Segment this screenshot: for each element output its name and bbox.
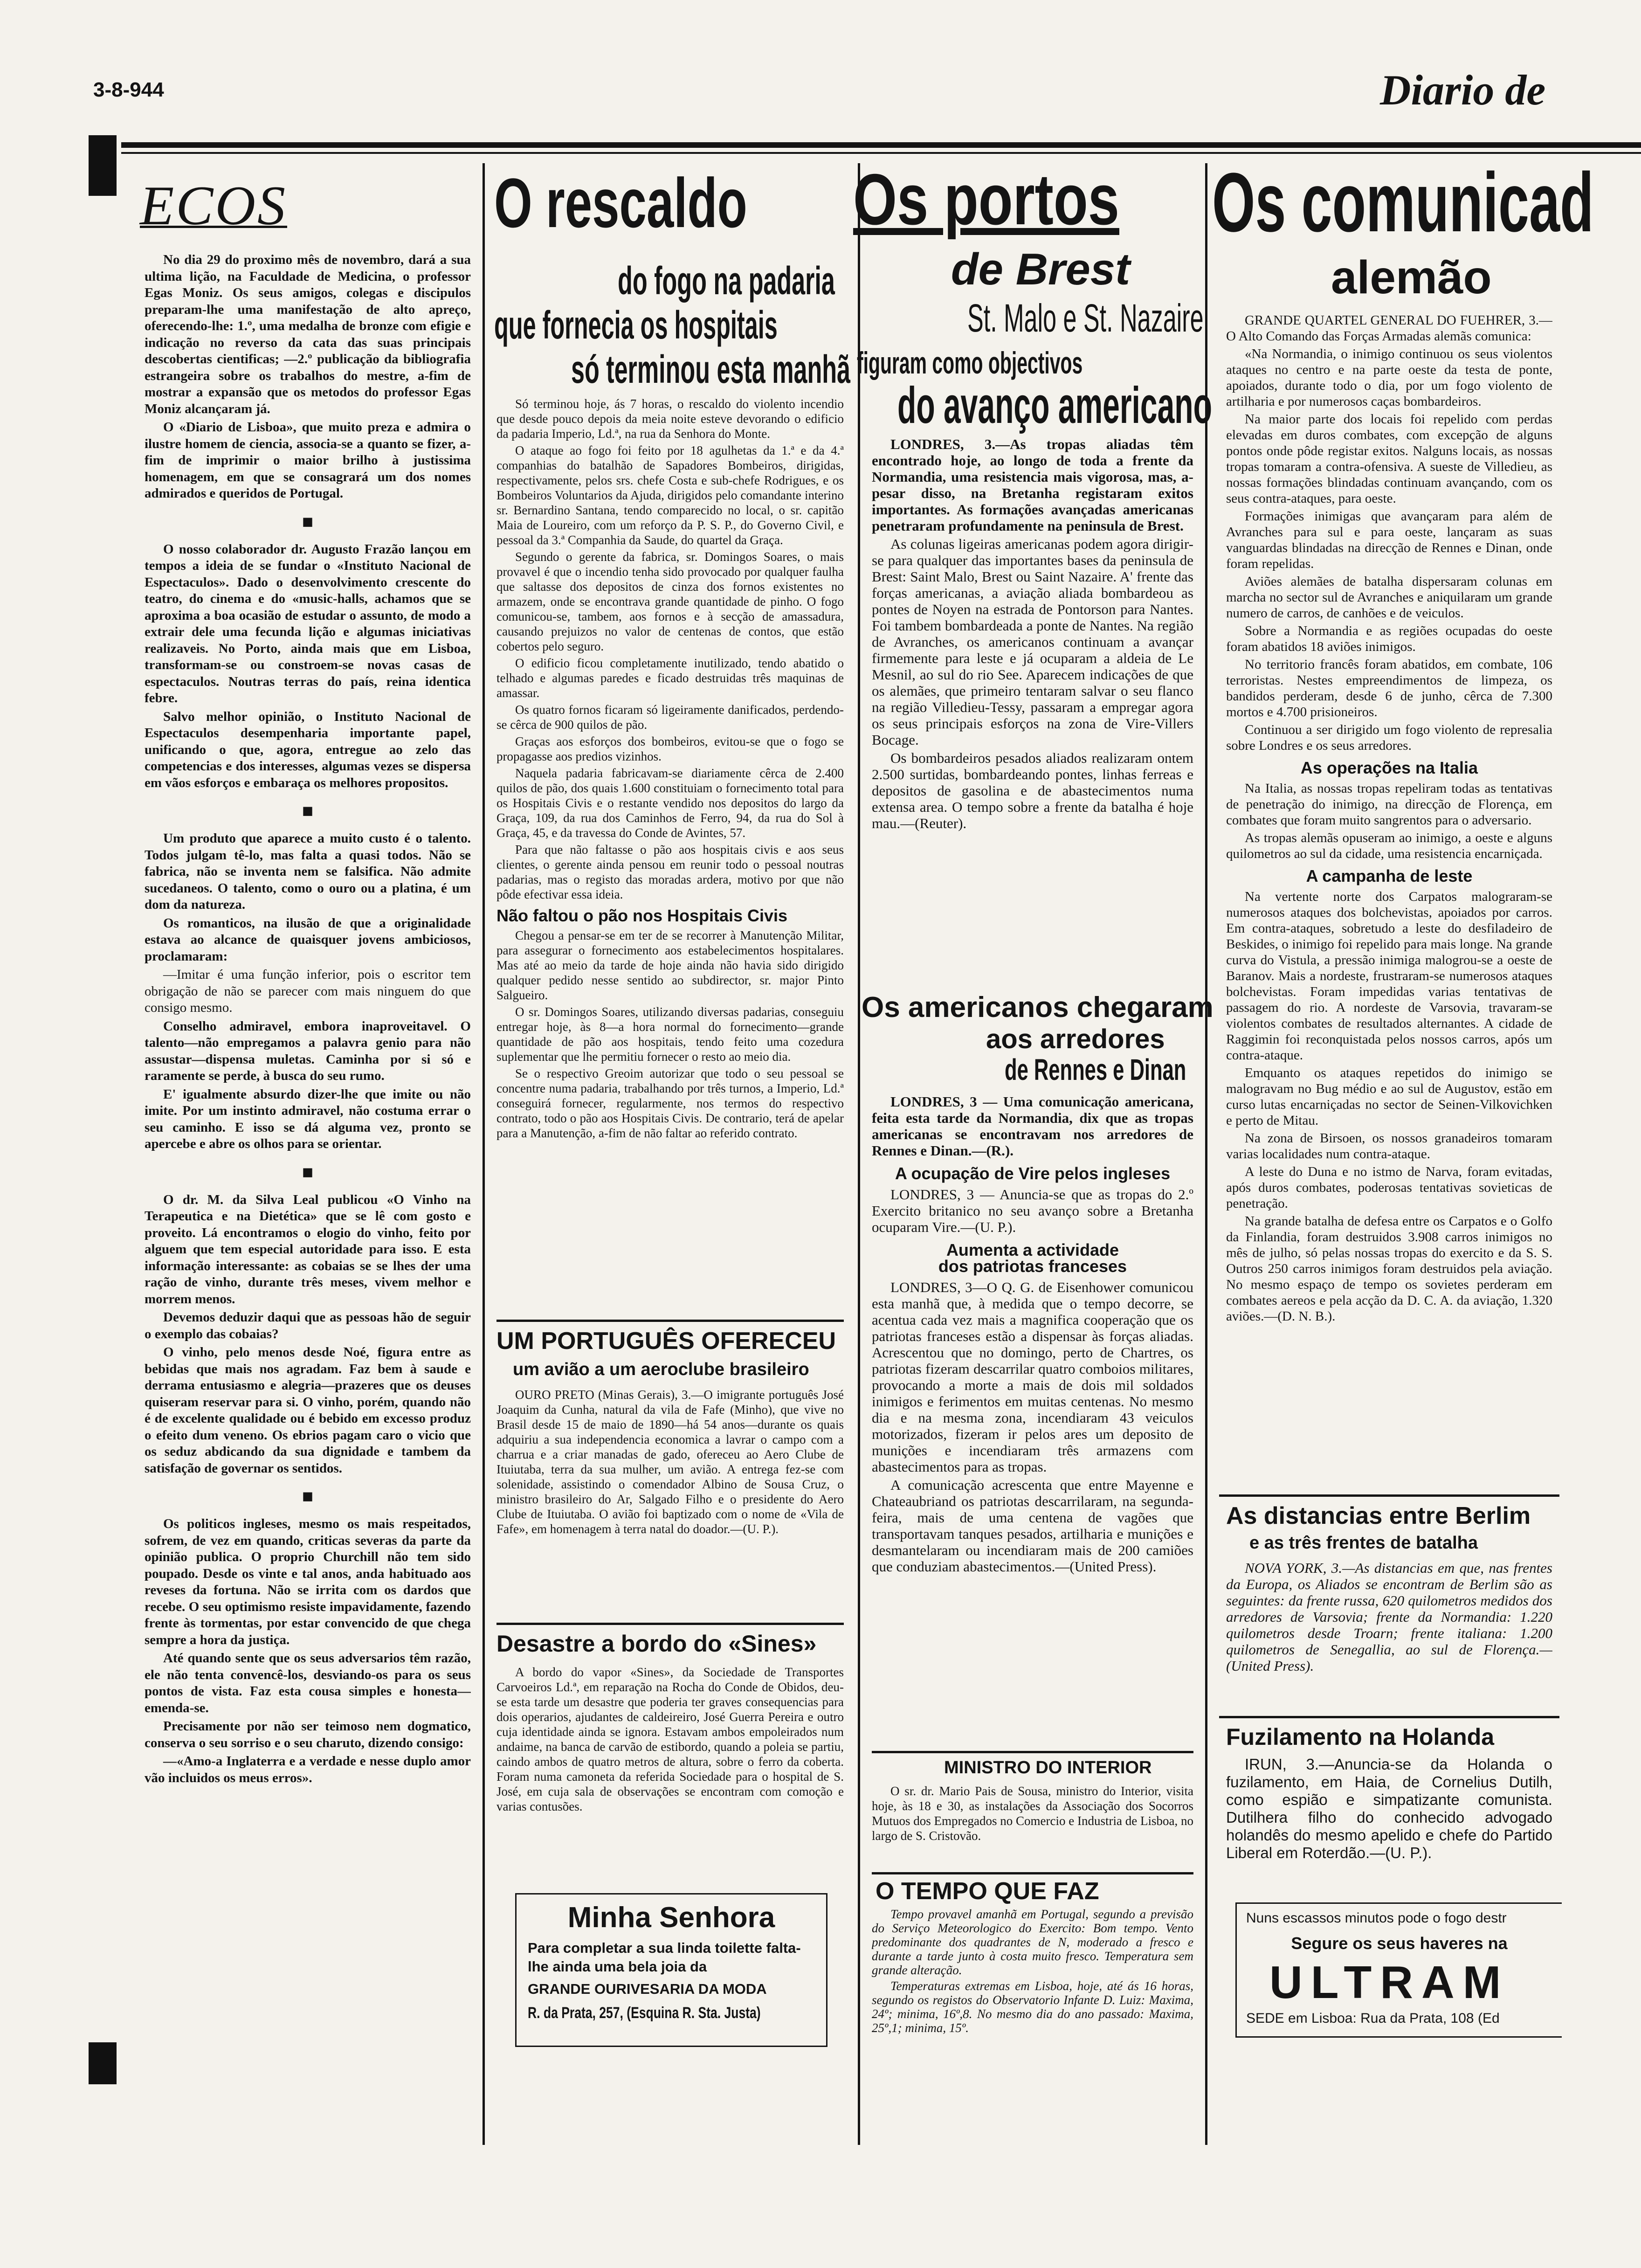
section-rule xyxy=(496,1320,844,1322)
rescaldo-deck-3: só terminou esta manhã xyxy=(571,347,851,391)
portos-paragraph: LONDRES, 3 — Anuncia-se que as tropas do 2.º Exercito britanico no seu avanço sobre a Bretanha ocuparam Vire.—(U. P.). xyxy=(872,1186,1193,1235)
ecos-paragraph: Um produto que aparece a muito custo é o talento. Todos julgam tê-lo, mas falta a quasi todos. Não se fabrica, não se inventa nem se falsifica. Não admite sucedaneos. O talento, como o ouro ou a platina, é um dom da natureza. xyxy=(145,831,471,912)
comunicado-paragraph: A leste do Duna e no istmo de Narva, foram evitadas, após duros combates, poderosas tentativas sovieticas de penetração. xyxy=(1226,1164,1552,1211)
americanos-deck-1: aos arredores xyxy=(986,1024,1165,1054)
section-rule xyxy=(872,1872,1193,1874)
rescaldo-paragraph: Chegou a pensar-se em ter de se recorrer à Manutenção Militar, para assegurar o fornecimento aos estabelecimentos hospitalares. Mas até ao meio da tarde de hoje ainda não havia sido dirigido qualquer pedido nesse sentido ao subdirector, sr. major Pinto Salgueiro. xyxy=(496,928,844,1002)
ecos-title: ECOS xyxy=(140,174,287,236)
comunicado-paragraph: Continuou a ser dirigido um fogo violento de represalia sobre Londres e os seus arredores. xyxy=(1226,722,1552,753)
tempo-paragraph: Temperaturas extremas em Lisboa, hoje, até ás 16 horas, segundo os registos do Observatorio Infante D. Luiz: Maxima, 24º; minima, 16º,8. No mesmo dia do ano passado: Maxima, 25º,1; minima, 15º. xyxy=(872,1979,1193,2035)
portos-headline: Os portos xyxy=(853,159,1119,240)
section-separator: ■ xyxy=(302,511,314,532)
margin-marker-top xyxy=(89,135,117,196)
section-separator: ■ xyxy=(302,800,314,821)
portugues-paragraph: OURO PRETO (Minas Gerais), 3.—O imigrante português José Joaquim da Cunha, natural da vila de Fafe (Minho), que vive no Brasil desde 15 de maio de 1890—há 54 anos—durante os quais adquiriu a sua independencia economica a lavrar o campo com a charrua e a criar manadas de gado, ofereceu ao Aero Clube de Ituiutaba, terra da sua mulher, um avião. A entrega fez-se com solenidade, assistindo o comendador Albino de Sousa Cruz, o ministro brasileiro do Ar, Salgado Filho e o presidente do Aero Clube de Ituiutaba. O avião foi baptizado com o nome de «Vila de Fafe», em homenagem à terra natal do doador.—(U. P.). xyxy=(496,1388,844,1536)
comunicado-paragraph: As tropas alemãs opuseram ao inimigo, a oeste e alguns quilometros ao sul da cidade, uma resistencia encarniçada. xyxy=(1226,830,1552,861)
portos-deck-3: figuram como objectivos xyxy=(857,346,1083,380)
rescaldo-paragraph: Para que não faltasse o pão aos hospitais civis e aos seus clientes, o gerente ainda pensou em reunir todo o pessoal noutras padarias, mas o registo das moradas ardera, motivo por que não pôde efectivar essa ideia. xyxy=(496,843,844,901)
section-separator: ■ xyxy=(302,1161,314,1182)
ad-line: Nuns escassos minutos pode o fogo destr xyxy=(1246,1910,1507,1926)
rescaldo-paragraph: Segundo o gerente da fabrica, sr. Domingos Soares, o mais provavel é que o incendio tenha sido provocado por qualquer faulha que saltasse dos depositos de cinza dos fornos existentes no armazem, onde se encontrava grande quantidade de pinho. O fogo comunicou-se, tambem, aos fornos e à secção de amassadura, causando prejuizos no valor de centenas de contos, que estão cobertos pelo seguro. xyxy=(496,550,844,653)
ecos-paragraph: Salvo melhor opinião, o Instituto Nacional de Espectaculos desempenharia importante papel, unificando o que, agora, entregue ao zelo das competencias e dos interesses, algumas vezes se dispersa em vãos esforços e embaraça os melhores propositos. xyxy=(145,709,471,790)
ad-title: Minha Senhora xyxy=(567,1902,775,1934)
margin-marker-bottom xyxy=(89,2042,117,2084)
portos-paragraph: As colunas ligeiras americanas podem agora dirigir-se para qualquer das importantes bases da peninsula de Brest: Saint Malo, Brest ou Saint Nazaire. A' frente das forças americanas, a aviação aliada bombardeou as pontes de Noyen na estrada de Pontorson para Nantes. Foi tambem bombardeada a ponte de Nantes. Na região de Avranches, os americanos continuam a avançar firmemente para leste e já ocuparam a aldeia de Le Mesnil, ao sul do rio See. Aparecem indicações de que os alemães, que primeiro tentaram salvar o seu flanco na região Villedieu-Tessy, passaram a empregar agora os seus principais esforços na zona de Vire-Villers Bocage. xyxy=(872,536,1193,748)
advertisement-jewelry xyxy=(515,1893,827,2047)
portos-paragraph: LONDRES, 3—O Q. G. de Eisenhower comunicou esta manhã que, à medida que o tempo decorre, se acentua cada vez mais a magnifica cooperação que os patriotas franceses estão a dispensar às forças aliadas. Acrescentou que no domingo, perto de Chartres, os patriotas fizeram descarrilar quatro comboios militares, provocando a morte a mais de dois mil soldados inimigos e ferimentos em muitas centenas. No mesmo dia e na mesma zona, incendiaram 43 veiculos motorizados, fizeram ir pelos ares um deposito de munições e incendiaram três armazens com abastecimentos para as tropas. xyxy=(872,1279,1193,1475)
comunicado-paragraph: Formações inimigas que avançaram para além de Avranches para sul e para oeste, lançaram as suas vanguardas blindadas na direcção de Rennes e Dinan, onde foram repelidas. xyxy=(1226,509,1552,571)
ecos-paragraph: —Imitar é uma função inferior, pois o escritor tem obrigação de não se parecer com mais ninguem do que consigo mesmo. xyxy=(145,967,471,1015)
ecos-paragraph: E' igualmente absurdo dizer-lhe que imite ou não imite. Por um instinto admiravel, não costuma errar o seu caminho. E isso se dá alguma vez, pronto se apercebe e abre os olhos para se orientar. xyxy=(145,1086,471,1151)
rescaldo-paragraph: O sr. Domingos Soares, utilizando diversas padarias, conseguiu entregar hoje, às 8—a hora normal do fornecimento—grande quantidade de pão aos hospitais, tendo feito uma cozedura suplementar que lhe permitiu fornecer o resto ao meio dia. xyxy=(496,1005,844,1064)
page-date: 3-8-944 xyxy=(93,78,164,101)
comunicado-paragraph: «Na Normandia, o inimigo continuou os seus violentos ataques no centro e na parte oeste da testa de ponte, apoiados, durante todo o dia, por um fogo violento de artilharia e por numerosos caças bombardeiros. xyxy=(1226,346,1552,409)
portugues-deck: um avião a um aeroclube brasileiro xyxy=(513,1360,809,1379)
rescaldo-subhead: Não faltou o pão nos Hospitais Civis xyxy=(496,906,788,925)
ecos-paragraph: O dr. M. da Silva Leal publicou «O Vinho na Terapeutica e na Dietética» que se lê com gosto e proveito. Lá encontramos o elogio do vinho, feito por alguem que tem especial autoridade para isso. E esta informação interessante: as cobaias se se lhes der uma ração de vinho, durante três meses, vivem melhor e morrem menos. xyxy=(145,1192,471,1307)
comunicado-column xyxy=(1226,312,1552,1499)
ecos-paragraph: —«Amo-a Inglaterra e a verdade e nesse duplo amor vão incluidos os meus erros». xyxy=(145,1754,471,1785)
portos-column xyxy=(872,436,1193,977)
americanos-deck-2: de Rennes e Dinan xyxy=(1005,1053,1186,1086)
sines-paragraph: A bordo do vapor «Sines», da Sociedade de Transportes Carvoeiros Ld.ª, em reparação na Rocha do Conde de Obidos, deu-se esta tarde um desastre que poderia ter graves consequencias para dois operarios, ajudantes de caldeireiro, José Guerra Pereira e outro cuja identidade ainda se ignora. Estavam ambos empoleirados num andaime, na banca de carvão de estibordo, quando a poleia se partiu, caindo ambos de quatro metros de altura, sobre o ferro da coberta. Foram numa camoneta da referida Sociedade para o hospital de S. José, em cuja sala de observações se encontram com comoção e varias contusões. xyxy=(496,1665,844,1813)
section-rule xyxy=(1219,1494,1559,1497)
tempo-headline: O TEMPO QUE FAZ xyxy=(876,1878,1099,1905)
fuzilamento-paragraph: IRUN, 3.—Anuncia-se da Holanda o fuzilamento, em Haia, de Cornelius Dutilh, como espião e simpatizante comunista. Dutilhera filho do conhecido advogado holandês do mesmo apelido e chefe do Partido Liberal em Roterdão.—(U. P.). xyxy=(1226,1756,1552,1861)
ecos-paragraph: Os romanticos, na ilusão de que a originalidade estava ao alcance de quaisquer jovens ambiciosos, proclamaram: xyxy=(145,915,471,964)
top-rule-thick xyxy=(121,142,1641,148)
comunicado-paragraph: Na maior parte dos locais foi repelido com perdas elevadas em duros combates, com excepção de alguns pontos onde pôde registar exitos. Nalguns locais, as nossas tropas tomaram a contra-ofensiva. A sueste de Villedieu, as nossas formações blindadas continuam avançando, com os seus contra-ataques, para oeste. xyxy=(1226,412,1552,506)
comunicado-subhead: A campanha de leste xyxy=(1306,866,1473,885)
advertisement-insurance xyxy=(1235,1902,1562,2038)
comunicado-subhead: As operações na Italia xyxy=(1300,758,1478,777)
rescaldo-paragraph: Só terminou hoje, ás 7 horas, o rescaldo do violento incendio que desde pouco depois da meia noite esteve devorando o edificio da padaria Imperio, Ld.ª, na rua da Senhora do Monte. xyxy=(496,397,844,441)
rescaldo-paragraph: O ataque ao fogo foi feito por 18 agulhetas da 1.ª e da 4.ª companhias do batalhão de Sapadores Bombeiros, dirigidas, respectivamente, pelos srs. chefe Costa e sub-chefe Rodrigues, e os Bombeiros Voluntarios da Ajuda, dirigidos pelo comandante interino sr. Bernardino Santana, tendo comparecido no local, o sr. capitão Maia de Loureiro, com um reforço da P. S. P., do Governo Civil, e pessoal da 3.ª Companhia da Saude, do quartel da Graça. xyxy=(496,443,844,547)
ecos-paragraph: Conselho admiravel, embora inaproveitavel. O talento—não empregamos a palavra genio para não assustar—dispensa muletas. Caminha por si só e raramente se perde, à busca do seu rumo. xyxy=(145,1018,471,1083)
section-separator: ■ xyxy=(302,1486,314,1507)
portos-paragraph: LONDRES, 3.—As tropas aliadas têm encontrado hoje, ao longo de toda a frente da Normandia, uma resistencia mais vigorosa, mas, a-pesar disso, na Bretanha registaram exitos importantes. As formações avançadas americanas penetraram profundamente na peninsula de Brest. xyxy=(872,436,1193,534)
ecos-paragraph: No dia 29 do proximo mês de novembro, dará a sua ultima lição, na Faculdade de Medicina, o professor Egas Moniz. Os seus amigos, colegas e discipulos preparam-lhe uma manifestação de alto apreço, oferecendo-lhe: 1.º, uma medalha de bronze com efigie e indicação no reverso da cata das suas principais descobertas cientificas; —2.º publicação da bibliografia estrangeira sobre os trabalhos do mestre, a-fim de mostrar a expansão que os metodos do professor Egas Moniz alcançaram já. xyxy=(145,252,471,416)
rescaldo-headline: O rescaldo xyxy=(494,164,747,242)
sines-headline: Desastre a bordo do «Sines» xyxy=(496,1631,817,1657)
ecos-paragraph: O «Diario de Lisboa», que muito preza e admira o ilustre homem de ciencia, associa-se a quanto se fizer, a-fim de imprimir o maior brilho à justissima homenagem, em que se consagrará um dos nomes admirados e queridos de Portugal. xyxy=(145,420,471,501)
comunicado-paragraph: Na Italia, as nossas tropas repeliram todas as tentativas de penetração do inimigo, na direcção de Florença, em combates que foram muito sangrentos para o adversario. xyxy=(1226,781,1552,828)
section-rule xyxy=(1219,1716,1559,1718)
tempo-paragraph: Tempo provavel amanhã em Portugal, segundo a previsão do Serviço Meteorologico do Exercito: Bom tempo. Vento predominante dos quadrantes de N, moderado a fresco e durante a tarde junto à costa muito fresco. Temperatura sem grande alteração. xyxy=(872,1907,1193,1977)
rescaldo-paragraph: Naquela padaria fabricavam-se diariamente cêrca de 2.400 quilos de pão, dos quais 1.600 constituiam o fornecimento total para os Hospitais Civis e o restante vendido nos depositos do largo da Graça, 109, da rua dos Caminhos de Ferro, 94, da rua do Sol à Graça, 45, e da travessa do Conde de Avintes, 57. xyxy=(496,766,844,840)
ad-address: SEDE em Lisboa: Rua da Prata, 108 (Ed xyxy=(1246,2011,1500,2026)
rescaldo-paragraph: O edificio ficou completamente inutilizado, tendo abatido o telhado e algumas paredes e ficado destruidas três maquinas de amassar. xyxy=(496,656,844,700)
ad-line: Para completar a sua linda toilette falta-lhe ainda uma bela joia da xyxy=(528,1940,801,1975)
portos-deck-4: do avanço americano xyxy=(897,377,1212,434)
portos-deck-1: de Brest xyxy=(951,244,1131,294)
comunicado-paragraph: Emquanto os ataques repetidos do inimigo se malogravam no Bug médio e ao sul de Augustov, estão em curso lutas encarniçadas no sector de Seinen-Vilkovichken e perto de Mitau. xyxy=(1226,1065,1552,1128)
column-rule-3 xyxy=(1205,163,1207,2145)
comunicado-deck: alemão xyxy=(1331,251,1492,304)
rescaldo-paragraph: Os quatro fornos ficaram só ligeiramente danificados, perdendo-se cêrca de 900 quilos de pão. xyxy=(496,703,844,732)
rescaldo-paragraph: Se o respectivo Greoim autorizar que todo o seu pessoal se concentre numa padaria, trabalhando por três turnos, a Imperio, Ld.ª conseguirá fornecer, regularmente, nos termos do respectivo contrato, todo o pão aos Hospitais Civis. De contrario, terá de apelar para a Manutenção, a-fim de não faltar ao referido contrato. xyxy=(496,1066,844,1140)
comunicado-paragraph: Na grande batalha de defesa entre os Carpatos e o Golfo da Finlandia, foram destruidos 3.908 carros inimigos no mês de julho, só pelas nossas tropas do exercito e da S. S. Outros 250 carros inimigos foram destruidos pela aviação. No mesmo espaço de tempo os sovietes perderam em combates aereos e pela acção da D. C. A. da aviação, 1.320 aviões.—(D. N. B.). xyxy=(1226,1214,1552,1324)
ecos-paragraph: O nosso colaborador dr. Augusto Frazão lançou em tempos a ideia de se fundar o «Instituto Nacional de Espectaculos». Dado o desenvolvimento crescente do teatro, do cinema e do «music-halls, achamos que se aproxima a boa ocasião de estudar o assunto, de modo a extrair dele uma fecunda lição e algumas iniciativas realizaveis. No Porto, ainda mais que em Lisboa, transformam-se ou constroem-se novas casas de espectaculos. Noutras terras do país, reina identica febre. xyxy=(145,541,471,705)
rescaldo-deck-2: que fornecia os hospitais xyxy=(494,303,778,347)
comunicado-paragraph: GRANDE QUARTEL GENERAL DO FUEHRER, 3.—O Alto Comando das Forças Armadas alemãs comunica: xyxy=(1226,313,1552,344)
portos-subhead: A ocupação de Vire pelos ingleses xyxy=(895,1164,1171,1183)
distancias-paragraph: NOVA YORK, 3.—As distancias em que, nas frentes da Europa, os Aliados se encontram de Berlim são as seguintes: da frente russa, 620 quilometros medidos dos arredores de Varsovia; frente da Normandia: 1.220 quilometros desde Troarn; frente italiana: 1.200 quilometros de Senegallia, ao sul de Florença.—(United Press). xyxy=(1226,1560,1552,1674)
ministro-headline: MINISTRO DO INTERIOR xyxy=(944,1758,1152,1777)
sines-column xyxy=(496,1665,844,1879)
column-rule-2 xyxy=(858,163,860,2145)
fuzilamento-column xyxy=(1226,1756,1552,1886)
masthead: Diario de xyxy=(1380,66,1546,114)
ecos-paragraph: Os politicos ingleses, mesmo os mais respeitados, sofrem, de vez em quando, criticas severas da parte da opinião publica. O proprio Churchill não tem sido poupado. Desde os vinte e tal anos, anda habituado aos reveses da fortuna. Não se irrita com os dardos que recebe. O seu optimismo resiste impavidamente, fazendo frente às tormentas, por estar convencido de que chega sempre a hora da justiça. xyxy=(145,1516,471,1647)
ecos-paragraph: Precisamente por não ser teimoso nem dogmatico, conserva o seu sorriso e o seu charuto, dizendo consigo: xyxy=(145,1719,471,1750)
ministro-column xyxy=(872,1784,1193,1877)
ad-brand: ULTRAM xyxy=(1269,1957,1510,2008)
tempo-column xyxy=(872,1907,1193,2047)
portos-subhead: dos patriotas franceses xyxy=(938,1257,1127,1276)
portos-deck-2: St. Malo e St. Nazaire xyxy=(967,296,1204,340)
section-rule xyxy=(872,1751,1193,1753)
ad-line: Segure os seus haveres na xyxy=(1291,1934,1508,1953)
comunicado-paragraph: Na zona de Birsoen, os nossos granadeiros tomaram varias localidades num contra-ataque. xyxy=(1226,1131,1552,1162)
distancias-headline: As distancias entre Berlim xyxy=(1226,1502,1531,1529)
rescaldo-paragraph: Graças aos esforços dos bombeiros, evitou-se que o fogo se propagasse aos predios vizinhos. xyxy=(496,734,844,763)
portos-paragraph: Os bombardeiros pesados aliados realizaram ontem 2.500 surtidas, bombardeando pontes, linhas ferreas e depositos de gasolina e de abastecimentos numa extensa area. O tempo sobre a frente da batalha é hoje mau.—(Reuter). xyxy=(872,750,1193,831)
ad-line: GRANDE OURIVESARIA DA MODA xyxy=(528,1981,767,1997)
comunicado-paragraph: Na vertente norte dos Carpatos malograram-se numerosos ataques dos bolchevistas, apoiados por carros. Em contra-ataques, sobretudo a leste do desfiladeiro de Beskides, o inimigo foi repelido para mais longe. Na grande curva do Vistula, a pressão inimiga malogrou-se a oeste de Baranov. Mais a nordeste, frustraram-se numerosos ataques bolchevistas. Foram impedidas varias tentativas de passagem do rio. A nordeste de Varsovia, travaram-se violentos combates de resultados alternantes. A cidade de Raggimin foi reconquistada pelos nossos carros, após um contra-ataque. xyxy=(1226,889,1552,1063)
ecos-paragraph: Até quando sente que os seus adversarios têm razão, ele não tenta convencê-los, desviando-os para os seus pontos de vista. Faz esta cousa simples e honesta—emenda-se. xyxy=(145,1651,471,1715)
rescaldo-deck-1: do fogo na padaria xyxy=(618,259,835,303)
rescaldo-column xyxy=(496,396,844,1306)
ad-address: R. da Prata, 257, (Esquina R. Sta. Justa) xyxy=(528,2004,761,2022)
section-rule xyxy=(496,1623,844,1625)
ecos-paragraph: O vinho, pelo menos desde Noé, figura entre as bebidas que mais nos agradam. Faz bem à saude e derrama entusiasmo e alegria—prazeres que os deuses quiseram reservar para si. O vinho, porém, quando não é de excelente qualidade ou é bebido em excesso produz o efeito dum veneno. Os ebrios pagam caro o vicio que os seduz abdicando da sua dignidade e tambem da satisfação de governar os sentidos. xyxy=(145,1345,471,1476)
fuzilamento-headline: Fuzilamento na Holanda xyxy=(1226,1724,1495,1750)
portos-paragraph: A comunicação acrescenta que entre Mayenne e Chateaubriand os patriotas descarrilaram, na segunda-feira, mais de uma centena de vagões que transportavam tanques pesados, artilharia e munições e desmantelaram ou incendiaram mais de 200 camiões que conduziam abastecimentos.—(United Press). xyxy=(872,1477,1193,1575)
portos-column-2 xyxy=(872,1093,1193,1721)
comunicado-paragraph: No territorio francês foram abatidos, em combate, 106 terroristas. Nestes empreendimentos de limpeza, os bandidos perderam, desde 6 de junho, cêrca de 7.300 mortos e 4.700 prisioneiros. xyxy=(1226,657,1552,719)
portos-paragraph: LONDRES, 3 — Uma comunicação americana, feita esta tarde da Normandia, dix que as tropas americanas se encontravam nos arredores de Rennes e Dinan.—(R.). xyxy=(872,1093,1193,1159)
top-rule-thin xyxy=(121,152,1641,154)
ministro-paragraph: O sr. dr. Mario Pais de Sousa, ministro do Interior, visita hoje, às 18 e 30, as instalações da Associação dos Socorros Mutuos dos Empregados no Comercio e Industria de Lisboa, no largo de S. Cristovão. xyxy=(872,1784,1193,1843)
ecos-column xyxy=(145,252,471,2070)
portugues-column xyxy=(496,1387,844,1611)
comunicado-paragraph: Sobre a Normandia e as regiões ocupadas do oeste foram abatidos 18 aviões inimigos. xyxy=(1226,623,1552,654)
ecos-paragraph: Devemos deduzir daqui que as pessoas hão de seguir o exemplo das cobaias? xyxy=(145,1310,471,1341)
comunicado-paragraph: Aviões alemães de batalha dispersaram colunas em marcha no sector sul de Avranches e aniquilaram um grande numero de carros, de canhões e de veiculos. xyxy=(1226,574,1552,621)
portugues-headline: UM PORTUGUÊS OFERECEU xyxy=(496,1328,836,1355)
distancias-column xyxy=(1226,1560,1552,1704)
column-rule-1 xyxy=(483,163,485,2145)
comunicado-headline: Os comunicad xyxy=(1212,156,1594,249)
portos-subhead: Aumenta a actividade xyxy=(946,1240,1119,1259)
distancias-deck: e as três frentes de batalha xyxy=(1249,1533,1478,1553)
americanos-headline: Os americanos chegaram xyxy=(862,991,1214,1023)
